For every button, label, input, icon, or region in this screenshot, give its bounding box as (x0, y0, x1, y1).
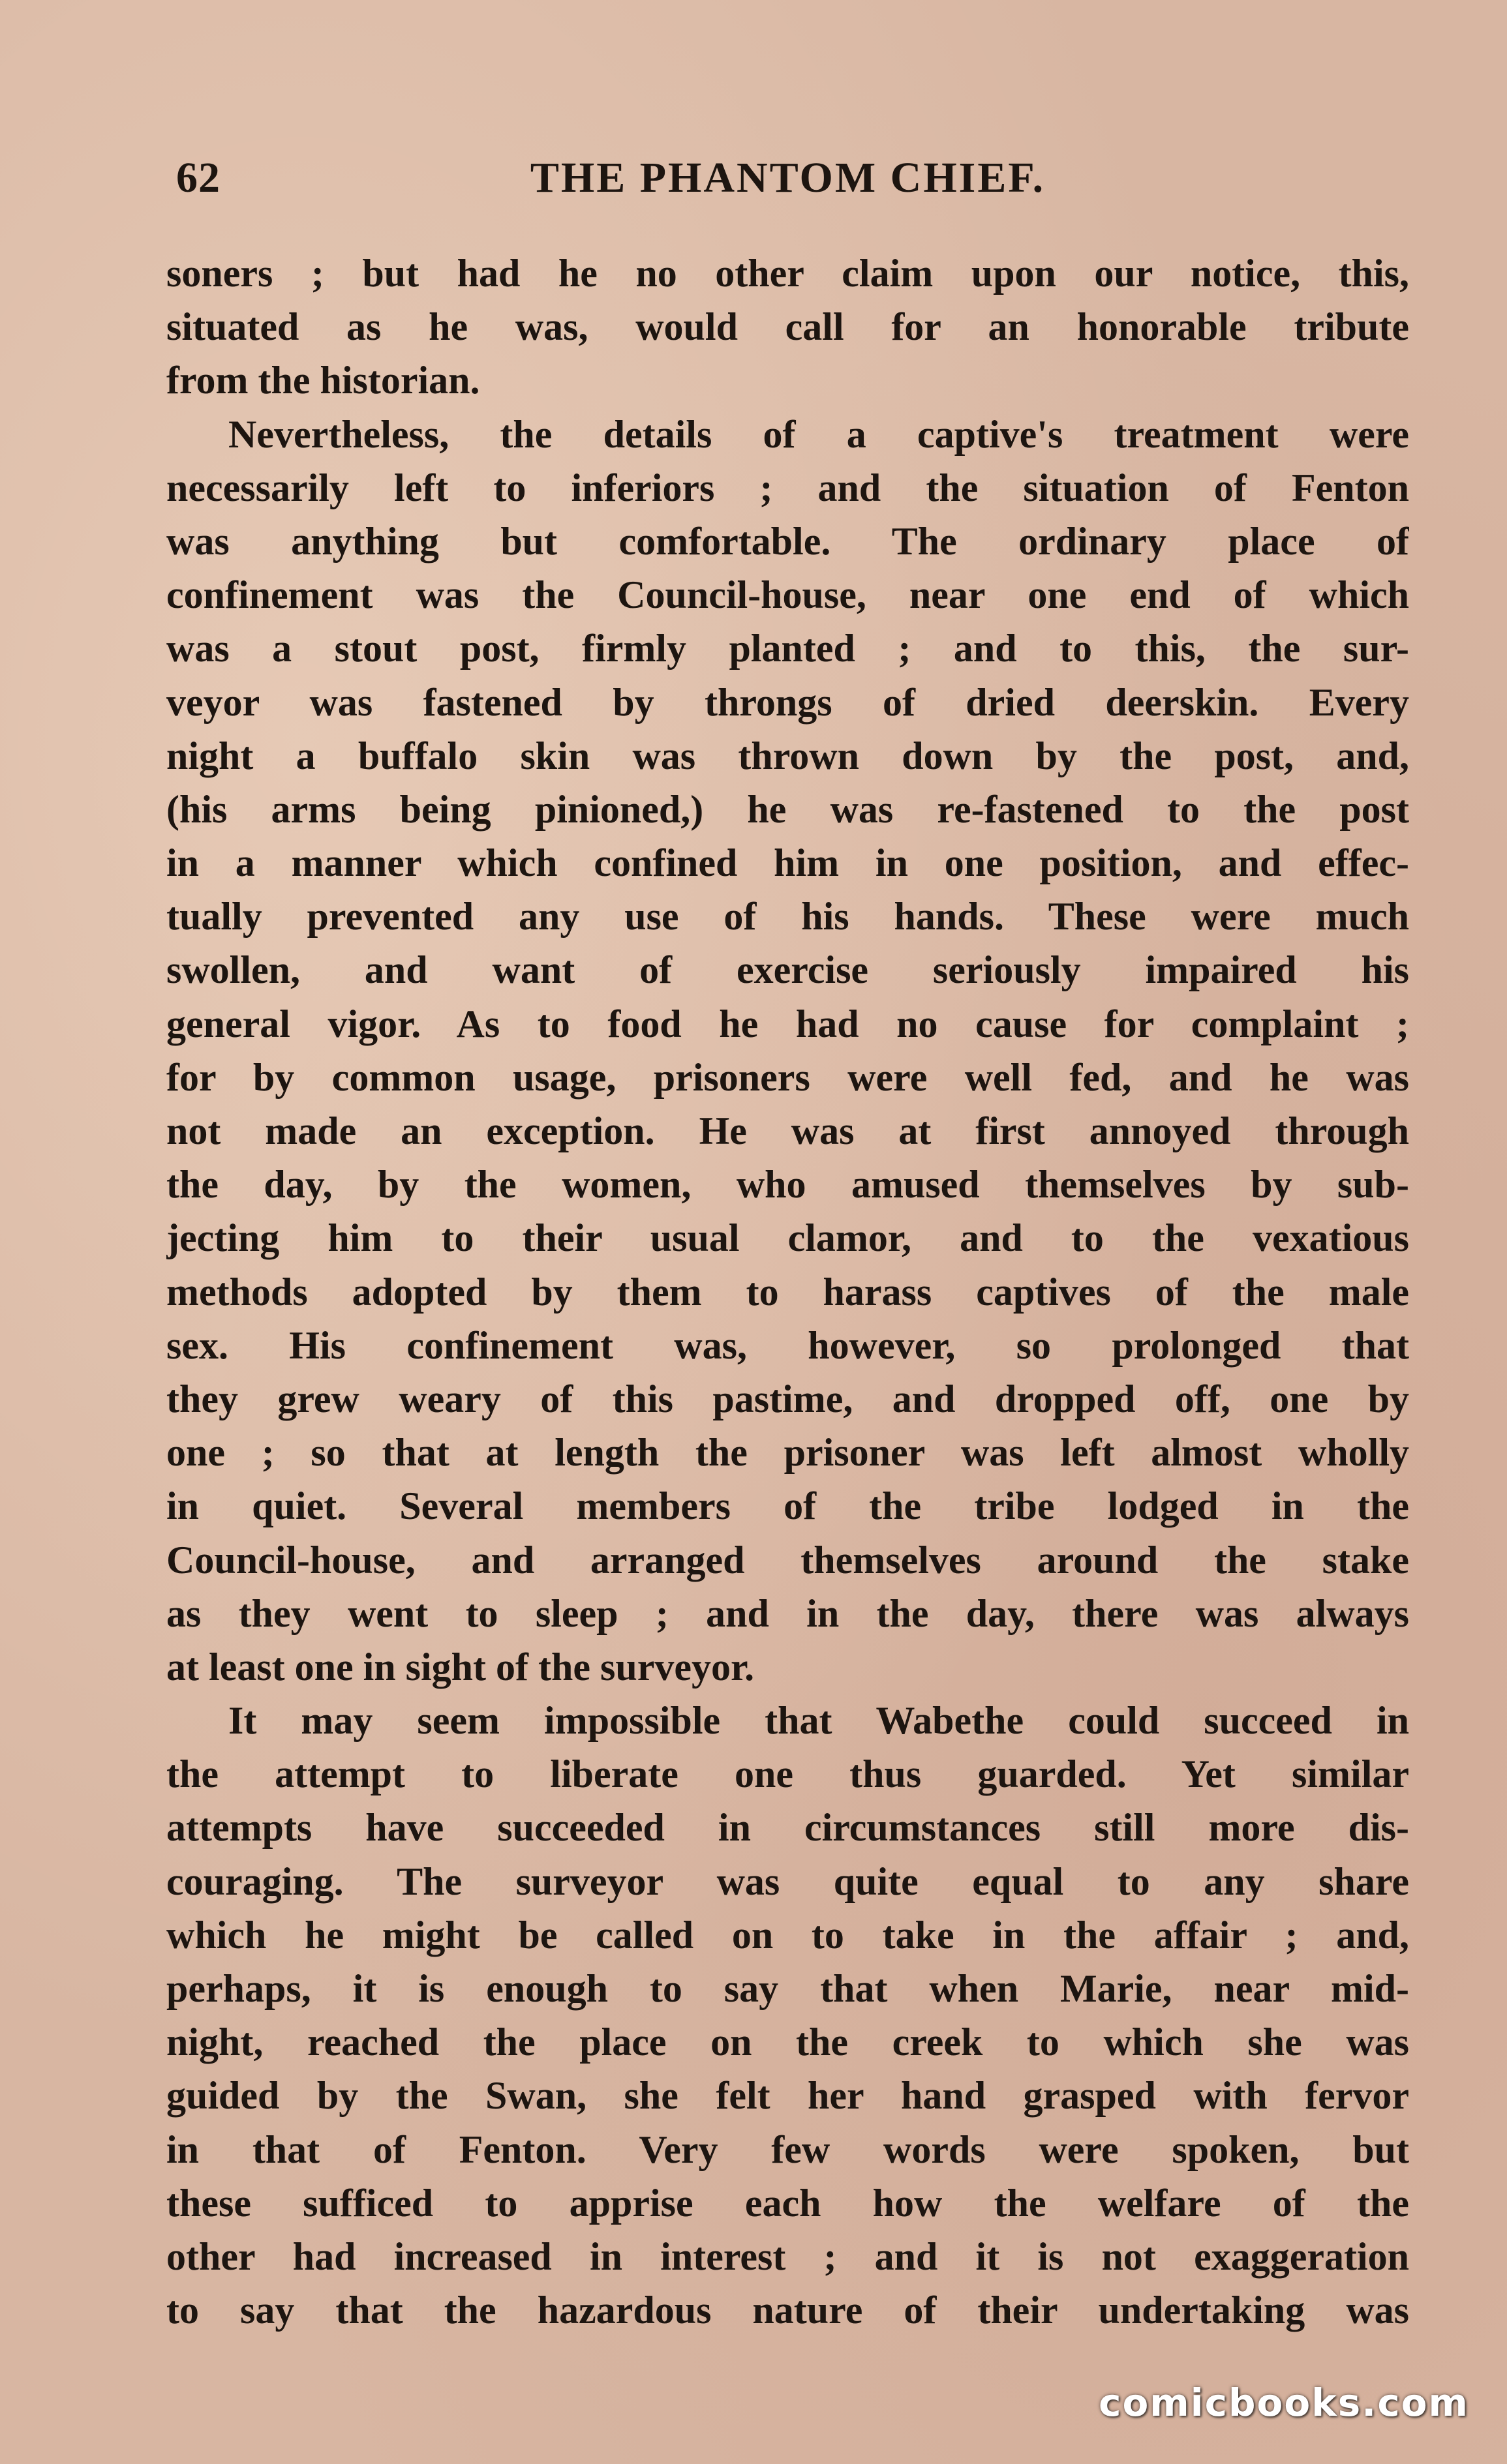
text-line: one ; so that at length the prisoner was left almost wholly (166, 1431, 1409, 1475)
text-line: situated as he was, would call for an honorable tribute (166, 305, 1409, 349)
text-line: they grew weary of this pastime, and dropped off, one by (166, 1377, 1409, 1420)
text-line: methods adopted by them to harass captives of the male (166, 1270, 1409, 1314)
text-line: perhaps, it is enough to say that when Marie, near mid- (166, 1967, 1409, 2010)
text-line: (his arms being pinioned,) he was re-fastened to the post (166, 787, 1409, 831)
paragraph-start-line: Nevertheless, the details of a captive's treatment were (228, 412, 1409, 456)
paragraph-start-line: It may seem impossible that Wabethe could succeed in (228, 1699, 1409, 1743)
text-line: sex. His confinement was, however, so prolonged that (166, 1323, 1409, 1367)
text-line: in that of Fenton. Very few words were spoken, but (166, 2127, 1409, 2171)
text-line: in a manner which confined him in one position, and effec- (166, 841, 1409, 885)
text-line: veyor was fastened by throngs of dried deerskin. Every (166, 680, 1409, 724)
text-line: to say that the hazardous nature of their undertaking was (166, 2289, 1409, 2332)
text-line: tually prevented any use of his hands. These were much (166, 895, 1409, 939)
text-line: Council-house, and arranged themselves around the stake (166, 1538, 1409, 1582)
text-line: from the historian. (166, 359, 480, 402)
text-line: soners ; but had he no other claim upon our notice, this, (166, 252, 1409, 295)
page-number: 62 (176, 154, 221, 202)
text-line: night, reached the place on the creek to which she was (166, 2021, 1409, 2064)
text-line: for by common usage, prisoners were well fed, and he was (166, 1055, 1409, 1099)
text-line: was anything but comfortable. The ordinary place of (166, 519, 1409, 563)
page-header (166, 153, 1409, 225)
text-line: general vigor. As to food he had no cause for complaint ; (166, 1002, 1409, 1045)
text-line: at least one in sight of the surveyor. (166, 1645, 755, 1689)
text-line: guided by the Swan, she felt her hand grasped with fervor (166, 2074, 1409, 2118)
text-line: night a buffalo skin was thrown down by the post, and, (166, 734, 1409, 777)
text-line: other had increased in interest ; and it is not exaggeration (166, 2234, 1409, 2278)
text-line: jecting him to their usual clamor, and to the vexatious (166, 1216, 1409, 1260)
text-line: necessarily left to inferiors ; and the situation of Fenton (166, 466, 1409, 509)
text-line: in quiet. Several members of the tribe lodged in the (166, 1484, 1409, 1528)
text-line: not made an exception. He was at first annoyed through (166, 1109, 1409, 1152)
running-title: THE PHANTOM CHIEF. (530, 154, 1046, 202)
text-line: as they went to sleep ; and in the day, there was always (166, 1591, 1409, 1635)
watermark: comicbooks.com (1099, 2381, 1469, 2425)
text-body (166, 247, 1409, 2337)
text-line: these sufficed to apprise each how the welfare of the (166, 2181, 1409, 2225)
text-line: the day, by the women, who amused themselves by sub- (166, 1163, 1409, 1207)
text-line: attempts have succeeded in circumstances still more dis- (166, 1806, 1409, 1850)
text-line: which he might be called on to take in the affair ; and, (166, 1913, 1409, 1957)
text-line: confinement was the Council-house, near one end of which (166, 573, 1409, 617)
text-line: couraging. The surveyor was quite equal to any share (166, 1859, 1409, 1903)
text-line: swollen, and want of exercise seriously impaired his (166, 948, 1409, 992)
text-line: was a stout post, firmly planted ; and to this, the sur- (166, 627, 1409, 670)
text-line: the attempt to liberate one thus guarded. Yet similar (166, 1752, 1409, 1796)
